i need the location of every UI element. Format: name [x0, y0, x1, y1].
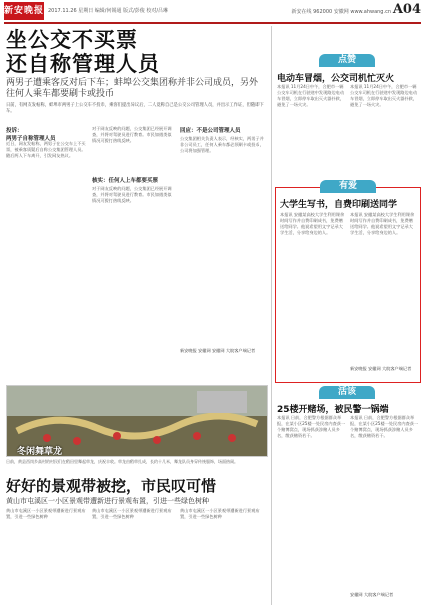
paper-logo: 新安晚报	[4, 2, 44, 20]
right-column	[275, 24, 421, 607]
site-line: 新安在线 962000 安徽网 www.ahwang.cn	[291, 9, 391, 15]
col-3-text: 公交集团相关负责人表示，经核实，两男子并非公司员工，任何人乘车都必须刷卡或投币，公司将加强管理。	[180, 136, 264, 153]
col-1-text: 近日，网友发帖称，两男子在公交车上不买票，被乘客质疑后自称公交集团管理人员。随后两人下车离开，引发网友热议。	[6, 141, 86, 158]
masthead	[4, 2, 421, 24]
tag-dianzan: 点赞	[319, 54, 375, 67]
story1-text-b: 本报讯 11月24日中午，合肥市一辆公交车司机在行驶途中发现路边电动车冒烟，立即停车取出灭火器扑救，避免了一场火灾。	[350, 84, 418, 107]
sub-heading-2: 回应：不是公司管理人员	[180, 128, 241, 134]
lead-title-line2: 还自称管理人员	[6, 52, 160, 76]
date-line: 2017.11.26 星期日 编辑/何锡通 版式/彭俊 校对/吕琳	[48, 8, 169, 14]
tag-youai: 有爱	[320, 180, 376, 193]
dragon-dance-photo	[6, 385, 268, 457]
story3-text-a: 本报讯 日前，合肥警方根据群众举报，在某小区25楼一处民房内查获一个赌博窝点，现场抓获涉赌人员多名，缴获赌资若干。	[277, 415, 346, 438]
lead-byline: 新安晚报 安徽网 安徽网 大皖客户端记者	[180, 348, 256, 353]
second-col-3: 黄山市屯溪区一小区景观带遭新进行景观布置，引进一些绿色树种	[180, 508, 260, 519]
col-2-text: 对于网友反映的问题，公交集团已经展开调查，并将对驾驶员进行教育。市民如遇类似情况可拨打热线反映。	[92, 186, 172, 203]
story3-text-b: 本报讯 日前，合肥警方根据群众举报，在某小区25楼一处民房内查获一个赌博窝点，现场抓获涉赌人员多名，缴获赌资若干。	[350, 415, 419, 438]
story2-title: 大学生写书，自费印刷送同学	[280, 200, 398, 210]
highlight-box	[275, 181, 421, 383]
story1-title: 电动车冒烟，公交司机忙灭火	[277, 74, 395, 84]
photo-caption: 日前，黄县西岗乡高村的村民们在稻田里舞起草龙，庆祝丰收。草龙由稻草扎成，长约十几米，舞龙队员身穿传统服饰，场面热闹。	[6, 459, 238, 464]
sub-heading-3: 核实：任何人上车都要买票	[92, 178, 159, 184]
page-number: A04	[392, 2, 421, 17]
second-col-2: 黄山市屯溪区一小区景观带遭新进行景观布置，引进一些绿色树种	[92, 508, 172, 519]
lead-deck: 两男子遭乘客反对后下车；蚌埠公交集团称并非公司成员，另外往何人乘车都要刷卡或投币	[6, 78, 259, 99]
sub-heading-1: 投诉： 两男子自称管理人员	[6, 128, 56, 142]
column-divider	[271, 26, 272, 605]
tag-huogai: 活该	[319, 386, 375, 399]
lead-title-line1: 坐公交不买票	[6, 28, 138, 52]
second-story-title: 好好的景观带被挖，市民叹可惜	[6, 477, 217, 495]
second-col-1: 黄山市屯溪区一小区景观带遭新进行景观布置，引进一些绿色树种	[6, 508, 86, 519]
story2-text-a: 本报讯 安徽某高校大学生利用课余时间写作并自费印刷成书，免费赠送给同学。他说希望用文字记录大学生活，分享给身边的人。	[280, 212, 345, 235]
story3-byline: 安徽网 大皖客户端记者	[350, 592, 394, 597]
story1-text-a: 本报讯 11月24日中午，合肥市一辆公交车司机在行驶途中发现路边电动车冒烟，立即停车取出灭火器扑救，避免了一场火灾。	[277, 84, 345, 107]
lead-summary: 日前，有网友发帖称，蚌埠市两男子上公交车不投币，乘客们提出异议后，二人竟称自己是公交公司管理人员，并出示工作证，但随即下车。	[6, 103, 264, 114]
story2-text-b: 本报讯 安徽某高校大学生利用课余时间写作并自费印刷成书，免费赠送给同学。他说希望用文字记录大学生活，分享给身边的人。	[350, 212, 415, 235]
photo-overlay-title: 冬闲舞草龙	[17, 447, 63, 457]
second-story-deck: 黄山市屯溪区一小区景观带遭新进行景观布置，引进一些绿色树种	[6, 497, 209, 505]
col-2-text-top: 对于网友反映的问题，公交集团已经展开调查，并将对驾驶员进行教育。市民如遇类似情况可拨打热线反映。	[92, 126, 172, 143]
story3-title: 25楼开赌场，被民警一锅端	[277, 405, 389, 415]
story2-byline: 新安晚报 安徽网 大皖客户端记者	[350, 366, 412, 371]
